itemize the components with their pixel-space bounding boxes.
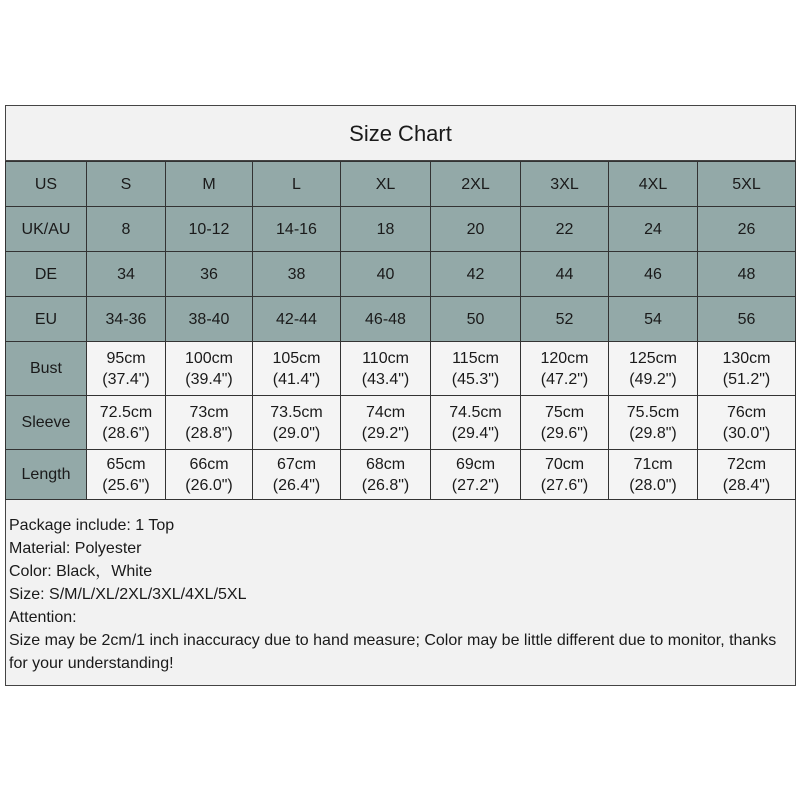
measure-cell [253,342,341,396]
size-cell: 26 [698,207,796,252]
cm-value: 69cm [455,455,496,473]
size-cell: 50 [431,297,521,342]
size-cell: 54 [609,297,698,342]
inch-value: (37.4") [102,370,150,388]
inch-value: (47.2") [540,370,589,388]
cm-value: 105cm [272,349,321,367]
measure-cell [87,342,166,396]
size-table [5,161,796,500]
cm-value: 74cm [365,403,406,421]
inch-value: (45.3") [451,370,500,388]
size-row [6,207,796,252]
note-line: Material: Polyester [9,540,142,557]
cm-value: 125cm [628,349,678,367]
measure-cell [166,342,253,396]
inch-value: (29.0") [272,424,321,442]
cm-value: 120cm [540,349,589,367]
measure-cell [253,396,341,450]
cm-value: 72.5cm [99,403,153,421]
size-cell: 14-16 [253,207,341,252]
cm-value: 76cm [726,403,767,421]
measure-cell [253,450,341,500]
inch-value: (29.4") [451,424,500,442]
cm-value: 71cm [633,455,673,473]
note-line: Size may be 2cm/1 inch inaccuracy due to hand measure; Color may be little different due to monitor, thanks for your understanding! [9,632,777,672]
measure-cell [698,396,796,450]
size-cell: 36 [166,252,253,297]
size-cell: 46-48 [341,297,431,342]
row-label: EU [6,297,87,342]
cm-value: 68cm [365,455,406,473]
row-label: US [6,162,87,207]
cm-value: 75.5cm [626,403,680,421]
size-row [6,162,796,207]
size-cell: 34 [87,252,166,297]
cm-value: 130cm [722,349,771,367]
note-line: Package include: 1 Top [9,517,175,534]
size-cell: 38 [253,252,341,297]
inch-value: (26.4") [272,476,321,494]
inch-value: (30.0") [722,424,771,442]
cm-value: 70cm [544,455,585,473]
cm-value: 73.5cm [270,403,323,421]
inch-value: (49.2") [629,370,677,388]
size-cell: 44 [521,252,609,297]
size-cell: 24 [609,207,698,252]
measure-cell [698,450,796,500]
inch-value: (27.6") [540,476,589,494]
size-cell: 3XL [521,162,609,207]
inch-value: (26.8") [361,476,410,494]
size-cell: 38-40 [166,297,253,342]
measure-row [6,396,796,450]
size-cell: 42 [431,252,521,297]
inch-value: (26.0") [185,476,233,494]
cm-value: 100cm [184,349,234,367]
size-cell: 5XL [698,162,796,207]
size-cell: 4XL [609,162,698,207]
measure-cell [341,342,431,396]
size-cell: M [166,162,253,207]
chart-title: Size Chart [6,106,795,161]
inch-value: (25.6") [102,476,150,494]
inch-value: (43.4") [361,370,410,388]
measure-cell [166,450,253,500]
inch-value: (28.4") [722,476,771,494]
measure-cell [341,450,431,500]
size-cell: 18 [341,207,431,252]
measure-cell [431,396,521,450]
size-cell: 40 [341,252,431,297]
size-cell: 20 [431,207,521,252]
row-label: Length [6,450,87,500]
note-line: Attention: [9,609,77,626]
measure-cell [341,396,431,450]
inch-value: (51.2") [722,370,771,388]
measure-cell [87,450,166,500]
measure-cell [609,396,698,450]
measure-cell [521,450,609,500]
note-line: Color: Black，White [9,563,153,580]
size-cell: S [87,162,166,207]
inch-value: (41.4") [272,370,321,388]
cm-value: 72cm [726,455,767,473]
inch-value: (29.6") [540,424,589,442]
row-label: Sleeve [6,396,87,450]
size-cell: 48 [698,252,796,297]
cm-value: 67cm [276,455,317,473]
measure-cell [609,342,698,396]
size-cell: 2XL [431,162,521,207]
size-cell: 22 [521,207,609,252]
inch-value: (28.6") [102,424,150,442]
measure-cell [698,342,796,396]
size-cell: 34-36 [87,297,166,342]
size-cell: 8 [87,207,166,252]
measure-row [6,450,796,500]
row-label: UK/AU [6,207,87,252]
size-cell: 46 [609,252,698,297]
size-chart [5,105,796,686]
inch-value: (29.2") [361,424,410,442]
inch-value: (27.2") [451,476,500,494]
inch-value: (28.8") [185,424,233,442]
measure-cell [87,396,166,450]
inch-value: (39.4") [185,370,233,388]
cm-value: 65cm [106,455,146,473]
measure-row [6,342,796,396]
measure-cell [609,450,698,500]
measure-cell [431,342,521,396]
size-cell: 52 [521,297,609,342]
inch-value: (29.8") [629,424,677,442]
measure-cell [521,342,609,396]
size-cell: 10-12 [166,207,253,252]
cm-value: 75cm [544,403,585,421]
product-notes [6,500,795,675]
measure-cell [431,450,521,500]
inch-value: (28.0") [629,476,677,494]
note-line: Size: S/M/L/XL/2XL/3XL/4XL/5XL [9,586,247,603]
size-row [6,252,796,297]
size-cell: 42-44 [253,297,341,342]
cm-value: 66cm [189,455,229,473]
cm-value: 110cm [362,349,409,367]
size-cell: L [253,162,341,207]
measure-cell [521,396,609,450]
row-label: Bust [6,342,87,396]
cm-value: 95cm [106,349,146,367]
size-row [6,297,796,342]
measure-cell [166,396,253,450]
size-cell: XL [341,162,431,207]
cm-value: 73cm [189,403,229,421]
cm-value: 74.5cm [449,403,502,421]
row-label: DE [6,252,87,297]
size-cell: 56 [698,297,796,342]
cm-value: 115cm [452,349,499,367]
